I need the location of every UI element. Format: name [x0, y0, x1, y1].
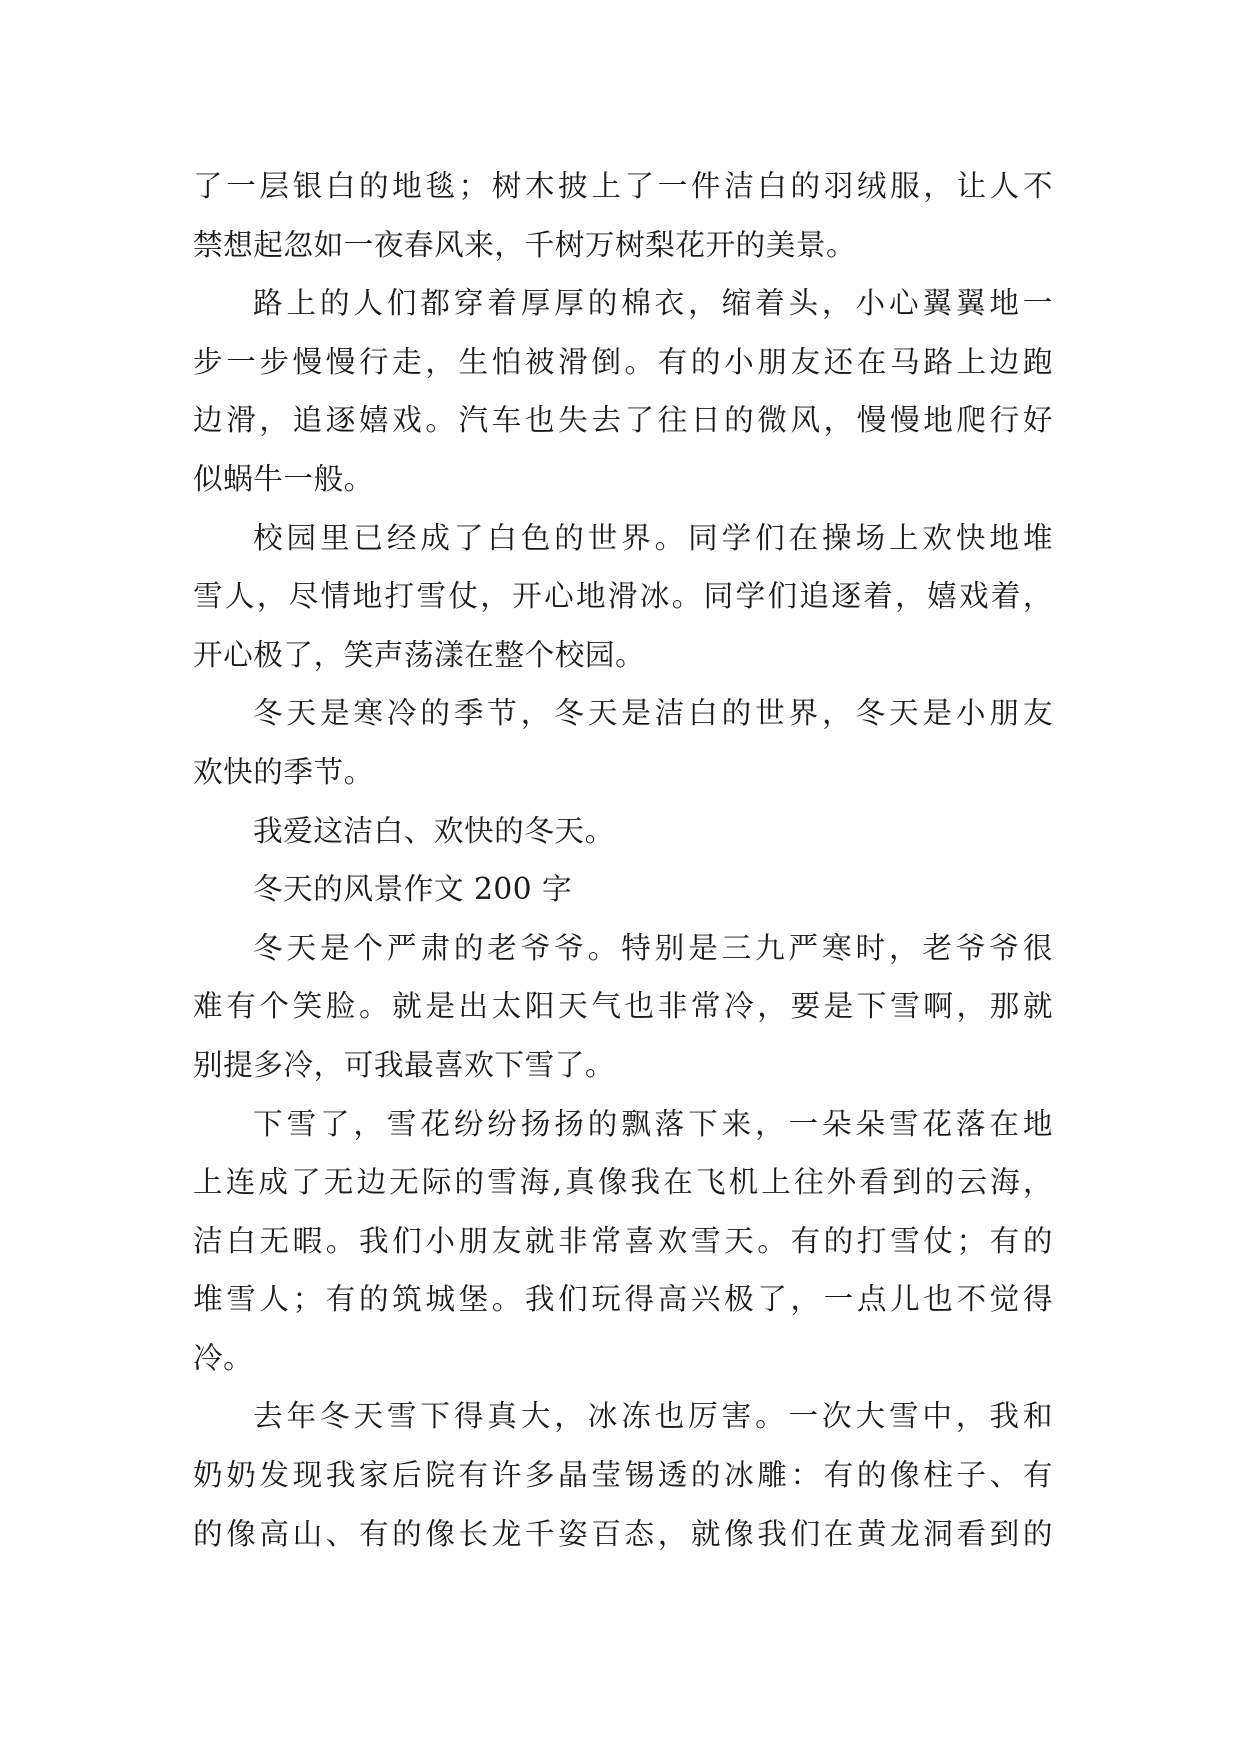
text-line: 欢快的季节。 — [193, 754, 374, 789]
text-line: 边滑，追逐嬉戏。汽车也失去了往日的微风，慢慢地爬行好 — [193, 403, 1053, 438]
text-line: 校园里已经成了白色的世界。同学们在操场上欢快地堆 — [253, 520, 1053, 555]
text-line: 洁白无暇。我们小朋友就非常喜欢雪天。有的打雪仗；有的 — [193, 1223, 1053, 1258]
text-line: 冷。 — [193, 1340, 254, 1375]
text-line: 的像高山、有的像长龙千姿百态，就像我们在黄龙洞看到的 — [193, 1516, 1053, 1551]
text-line: 别提多冷，可我最喜欢下雪了。 — [193, 1047, 616, 1082]
text-line: 上连成了无边无际的雪海,真像我在飞机上往外看到的云海， — [193, 1165, 1053, 1200]
text-line: 禁想起忽如一夜春风来，千树万树梨花开的美景。 — [193, 227, 857, 262]
text-line: 开心极了，笑声荡漾在整个校园。 — [193, 637, 646, 672]
text-line: 冬天是个严肃的老爷爷。特别是三九严寒时，老爷爷很 — [253, 930, 1053, 965]
text-line: 下雪了，雪花纷纷扬扬的飘落下来，一朵朵雪花落在地 — [253, 1106, 1053, 1141]
text-line: 冬天的风景作文 200 字 — [253, 872, 573, 907]
text-line: 雪人，尽情地打雪仗，开心地滑冰。同学们追逐着，嬉戏着， — [193, 579, 1053, 614]
text-line: 步一步慢慢行走，生怕被滑倒。有的小朋友还在马路上边跑 — [193, 344, 1053, 379]
text-line: 似蜗牛一般。 — [193, 461, 374, 496]
text-line: 路上的人们都穿着厚厚的棉衣，缩着头，小心翼翼地一 — [253, 286, 1053, 321]
text-line: 去年冬天雪下得真大，冰冻也厉害。一次大雪中，我和 — [253, 1399, 1053, 1434]
text-line: 奶奶发现我家后院有许多晶莹锡透的冰雕：有的像柱子、有 — [193, 1458, 1053, 1493]
text-line: 了一层银白的地毯；树木披上了一件洁白的羽绒服，让人不 — [193, 169, 1053, 203]
text-line: 堆雪人；有的筑城堡。我们玩得高兴极了，一点儿也不觉得 — [193, 1282, 1053, 1317]
text-line: 我爱这洁白、欢快的冬天。 — [253, 813, 615, 848]
text-line: 冬天是寒冷的季节，冬天是洁白的世界，冬天是小朋友 — [253, 696, 1053, 731]
document-page — [193, 157, 1053, 1563]
text-line: 难有个笑脸。就是出太阳天气也非常冷，要是下雪啊，那就 — [193, 989, 1053, 1024]
